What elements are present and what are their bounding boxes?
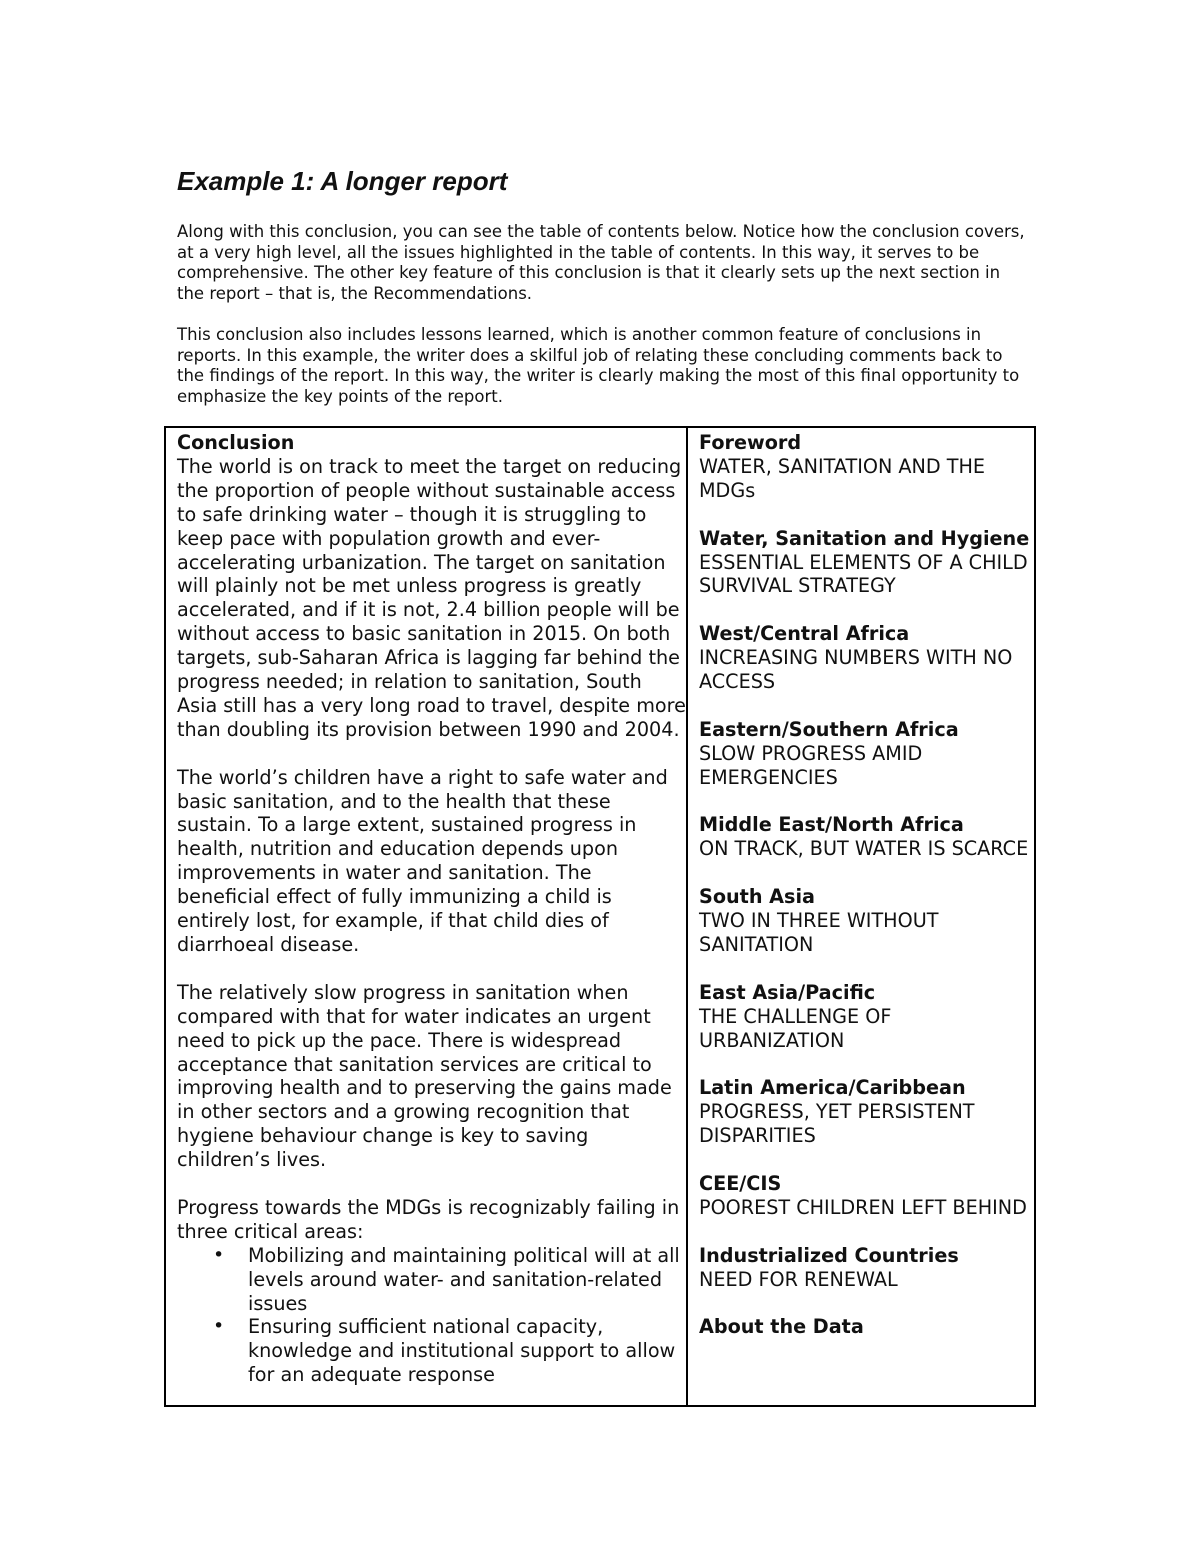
toc-entry-industrialized-countries [699,1244,1034,1292]
toc-entry-middle-east-north-africa [699,813,1034,861]
toc-entry-water-sanitation-hygiene [699,527,1034,599]
toc-subtitle: ESSENTIAL ELEMENTS OF A CHILD SURVIVAL STRATEGY [699,550,1028,598]
list-item-text: Mobilizing and maintaining political will at all levels around water- and sanitation-related issues [248,1243,680,1315]
toc-heading: West/Central Africa [699,622,910,646]
toc-subtitle: TWO IN THREE WITHOUT SANITATION [699,909,939,956]
toc-heading: East Asia/Pacific [699,980,876,1004]
list-item [177,1315,686,1387]
toc-entry-cee-cis [699,1172,1034,1220]
toc-entry-about-the-data [699,1315,1034,1339]
toc-entry-foreword [699,431,1034,503]
intro-paragraph-2: This conclusion also includes lessons learned, which is another common feature of conclusions in reports. In this example, the writer does a skilful job of relating these concluding comments back to the findings of the report. In this way, the writer is clearly making the most of this final opportunity to emphasize the key points of the report. [177,325,1020,406]
toc-entry-eastern-southern-africa [699,718,1034,790]
conclusion-toc-table [164,426,1036,1407]
conclusion-paragraph-4: Progress towards the MDGs is recognizably failing in three critical areas: [177,1195,680,1243]
toc-heading: Latin America/Caribbean [699,1076,966,1100]
toc-heading: Water, Sanitation and Hygiene [699,526,1030,550]
page-title: Example 1: A longer report [177,166,508,196]
conclusion-paragraph-2: The world’s children have a right to safe water and basic sanitation, and to the health that these sustain. To a large extent, sustained progress in health, nutrition and education depends upon improvements in water and sanitation. The beneficial effect of fully immunizing a child is entirely lost, for example, if that child dies of diarrhoeal disease. [177,765,668,957]
bullet-icon: • [213,1315,225,1338]
toc-subtitle: PROGRESS, YET PERSISTENT DISPARITIES [699,1100,975,1148]
toc-cell [688,428,1034,1405]
toc-heading: CEE/CIS [699,1171,782,1195]
toc-heading: Eastern/Southern Africa [699,717,959,741]
failing-areas-list [177,1244,686,1387]
toc-heading: Middle East/North Africa [699,813,964,837]
conclusion-paragraph-1: The world is on track to meet the target on reducing the proportion of people without sustainable access to safe drinking water – though it is struggling to keep pace with population growth and ever-accelerating urbanization. The target on sanitation will plainly not be met unless progress is greatly accelerated, and if it is not, 2.4 billion people will be without access to basic sanitation in 2015. On both targets, sub-Saharan Africa is lagging far behind the progress needed; in relation to sanitation, South Asia still has a very long road to travel, despite more than doubling its provision between 1990 and 2004. [177,454,686,741]
toc-subtitle: THE CHALLENGE OF URBANIZATION [699,1004,892,1052]
bullet-icon: • [213,1243,225,1266]
toc-heading: South Asia [699,885,815,909]
toc-subtitle: SLOW PROGRESS AMID EMERGENCIES [699,741,923,789]
conclusion-paragraph-3: The relatively slow progress in sanitation when compared with that for water indicates an urgent need to pick up the pace. There is widespread acceptance that sanitation services are critical to improving health and to preserving the gains made in other sectors and a growing recognition that hygiene behaviour change is key to saving children’s lives. [177,980,672,1172]
intro-paragraph-1: Along with this conclusion, you can see the table of contents below. Notice how the conclusion covers, at a very high level, all the issues highlighted in the table of contents. In this way, it serves to be comprehensive. The other key feature of this conclusion is that it clearly sets up the next section in the report – that is, the Recommendations. [177,222,1025,303]
toc-heading: Industrialized Countries [699,1243,959,1267]
toc-entry-south-asia [699,885,1034,957]
toc-subtitle: POOREST CHILDREN LEFT BEHIND [699,1195,1027,1219]
list-item-text: Ensuring sufficient national capacity, knowledge and institutional support to allow for an adequate response [248,1315,676,1387]
conclusion-cell [166,428,688,1405]
toc-subtitle: NEED FOR RENEWAL [699,1267,898,1291]
toc-heading: About the Data [699,1315,864,1339]
toc-subtitle: INCREASING NUMBERS WITH NO ACCESS [699,646,1013,694]
toc-heading: Foreword [699,431,802,454]
toc-entry-east-asia-pacific [699,981,1034,1053]
toc-subtitle: WATER, SANITATION AND THE MDGs [699,454,986,502]
list-item [177,1244,686,1316]
toc-entry-west-central-africa [699,622,1034,694]
toc-subtitle: ON TRACK, BUT WATER IS SCARCE [699,837,1029,861]
toc-entry-latin-america-caribbean [699,1076,1034,1148]
conclusion-heading: Conclusion [177,431,295,454]
